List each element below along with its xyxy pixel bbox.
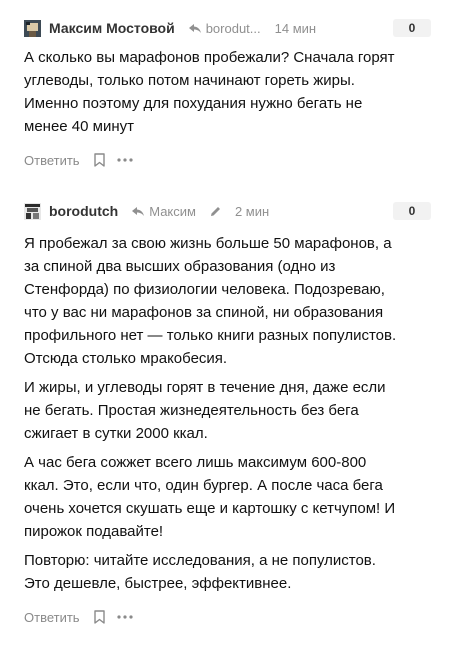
comment-time[interactable]: 14 мин (274, 20, 317, 36)
reply-to-link[interactable] (132, 204, 196, 219)
comment-actions (0, 609, 474, 625)
more-options-icon[interactable] (117, 615, 133, 619)
reply-button[interactable]: Ответить (24, 609, 80, 625)
comment-body (0, 46, 474, 138)
more-options-icon[interactable] (117, 158, 133, 162)
comment-meta (0, 19, 474, 37)
comment-actions (0, 152, 474, 168)
user-avatar-icon[interactable] (24, 203, 41, 220)
comment-body (0, 232, 474, 595)
comment-paragraph: И жиры, и углеводы горят в течение дня, даже если не бегать. Простая жизнедеятельность без бега сжигает в сутки 2000 ккал. (24, 379, 386, 442)
pencil-icon (210, 206, 221, 217)
comment-score: 0 (393, 202, 431, 220)
comment-time[interactable]: 2 мин (234, 203, 270, 219)
comment (0, 202, 474, 625)
reply-to-name: borodut... (205, 20, 261, 36)
reply-arrow-icon (132, 207, 144, 216)
reply-arrow-icon (189, 24, 201, 33)
reply-to-name: Максим (149, 203, 196, 219)
bookmark-icon[interactable] (94, 153, 105, 167)
comment-paragraph: Повторю: читайте исследования, а не популистов. Это дешевле, быстрее, эффективнее. (24, 552, 376, 592)
comment-score: 0 (393, 19, 431, 37)
reply-to-link[interactable] (189, 21, 261, 36)
comment-paragraph: А час бега сожжет всего лишь максимум 600-800 ккал. Это, если что, один бургер. А после часа бега очень хочется скушать еще и картошку с кетчупом! И пирожок подавайте! (24, 454, 396, 540)
comment-author[interactable]: Максим Мостовой (49, 20, 175, 36)
reply-button[interactable]: Ответить (24, 152, 80, 168)
comment-author[interactable]: borodutch (49, 203, 119, 219)
comment-paragraph: А сколько вы марафонов пробежали? Сначала горят углеводы, только потом начинают гореть жиры. Именно поэтому для похудания нужно бегать не менее 40 минут (24, 49, 395, 135)
comment-paragraph: Я пробежал за свою жизнь больше 50 марафонов, а за спиной два высших образования (одно из Стенфорда) по физиологии человека. Подозреваю, что у вас ни марафонов за спиной, ни образования профильного нет — только книги разных популистов. Отсюда столько мракобесия. (24, 235, 397, 367)
bookmark-icon[interactable] (94, 610, 105, 624)
comment-meta (0, 202, 474, 220)
user-avatar-icon[interactable] (24, 20, 41, 37)
comment (0, 0, 474, 168)
